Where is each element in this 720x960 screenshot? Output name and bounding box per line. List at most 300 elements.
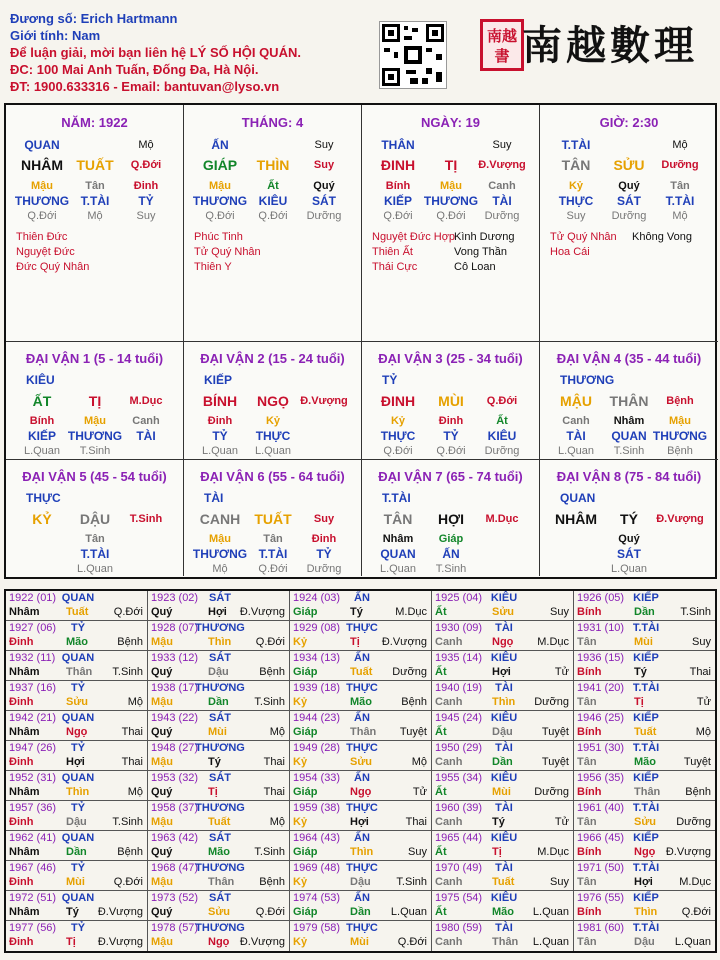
year-stem: Ất — [435, 846, 447, 858]
year-branch: Tuất — [66, 606, 89, 618]
year-label: 1940 (19) — [435, 682, 483, 694]
year-status: Đ.Vượng — [665, 846, 711, 858]
year-god: SÁT — [209, 652, 231, 664]
year-status: L.Quan — [674, 936, 711, 948]
year-branch: Dậu — [634, 936, 655, 948]
year-stem: Đinh — [9, 756, 34, 768]
hidden-stem: Quý — [618, 533, 640, 545]
year-branch: Ngọ — [208, 936, 230, 948]
year-label: 1931 (10) — [577, 622, 625, 634]
luck-title: ĐẠI VẬN 4 (35 - 44 tuổi) — [556, 351, 702, 366]
year-label: 1958 (37) — [151, 802, 199, 814]
year-label: 1935 (14) — [435, 652, 483, 664]
hidden-stem: Kỷ — [568, 180, 584, 192]
year-stem: Tân — [577, 696, 597, 708]
year-stem: Quý — [151, 666, 173, 678]
luck-god: QUAN — [560, 491, 596, 505]
year-cell — [148, 771, 290, 801]
year-god: THƯƠNG — [195, 682, 245, 694]
year-status: Đ.Vượng — [97, 906, 143, 918]
year-status: Mộ — [695, 726, 711, 738]
year-god: T.TÀI — [632, 682, 660, 694]
hidden-status: Suy — [136, 210, 156, 222]
year-branch: Tý — [66, 906, 79, 918]
star-name: Không Vong — [632, 231, 692, 243]
hidden-god: T.TÀI — [665, 194, 695, 208]
year-cell — [290, 831, 432, 861]
year-status: L.Quan — [532, 936, 569, 948]
year-stem: Mậu — [151, 876, 173, 888]
year-god: ẤN — [354, 712, 370, 724]
pillar-god: ẤN — [211, 138, 229, 152]
year-stem: Bính — [577, 906, 602, 918]
hidden-status: Bệnh — [667, 445, 693, 457]
hidden-god: TÀI — [492, 194, 512, 208]
year-stem: Bính — [577, 786, 602, 798]
year-branch: Mùi — [66, 876, 85, 888]
year-status: Thai — [263, 786, 285, 798]
year-cell — [6, 711, 148, 741]
year-status: Tử — [554, 816, 569, 828]
qr-code-icon — [379, 21, 447, 89]
hidden-status: L.Quan — [254, 445, 292, 457]
luck-branch: TUẤT — [254, 511, 292, 527]
year-label: 1959 (38) — [293, 802, 341, 814]
year-cell — [574, 741, 715, 771]
luck-stem: CANH — [199, 511, 241, 527]
pillar-stem: TÂN — [561, 157, 591, 173]
year-status: Mộ — [127, 786, 143, 798]
hidden-god: TÀI — [136, 429, 156, 443]
hidden-status: L.Quan — [379, 563, 417, 575]
hidden-stem: Quý — [313, 180, 335, 192]
star-name: Nguyệt Đức — [16, 246, 75, 258]
chart-grid — [4, 103, 717, 579]
luck-status: T.Sinh — [129, 513, 163, 525]
year-stem: Mậu — [151, 756, 173, 768]
year-cell — [432, 891, 574, 921]
year-cell — [148, 861, 290, 891]
luck-status: Q.Đới — [486, 395, 518, 407]
hidden-status: Dưỡng — [306, 563, 342, 575]
year-branch: Hợi — [350, 816, 369, 828]
hidden-status: Mộ — [212, 563, 228, 575]
year-label: 1963 (42) — [151, 832, 199, 844]
year-label: 1981 (60) — [577, 922, 625, 934]
hidden-status: Mộ — [672, 210, 688, 222]
pillar-status-top: Suy — [314, 139, 334, 151]
hidden-god: KIÊU — [487, 429, 517, 443]
year-god: T.TÀI — [632, 802, 660, 814]
year-status: Bệnh — [117, 636, 143, 648]
hidden-stem: Mậu — [209, 533, 231, 545]
luck-god: KIÊU — [26, 373, 55, 387]
hidden-god: SÁT — [617, 194, 641, 208]
luck-title: ĐẠI VẬN 7 (65 - 74 tuổi) — [378, 469, 523, 484]
year-branch: Mùi — [634, 636, 653, 648]
hidden-stem: Canh — [488, 180, 516, 192]
year-god: TÀI — [495, 622, 513, 634]
year-branch: Tý — [492, 816, 505, 828]
star-name: Thái Cực — [372, 261, 418, 273]
year-status: Q.Đới — [255, 906, 285, 918]
luck-cycle-5 — [6, 460, 184, 576]
year-stem: Canh — [435, 936, 463, 948]
year-cell — [432, 861, 574, 891]
hidden-god: TÀI — [566, 429, 586, 443]
year-god: QUAN — [61, 652, 95, 664]
hidden-god: THƯƠNG — [652, 429, 708, 443]
pillar-3 — [362, 105, 540, 342]
year-god: KIẾP — [633, 772, 659, 784]
luck-branch: DẬU — [79, 511, 111, 527]
year-god: TỶ — [70, 742, 86, 754]
year-label: 1969 (48) — [293, 862, 341, 874]
year-god: KIÊU — [490, 892, 518, 904]
year-branch: Mão — [492, 906, 514, 918]
year-label: 1942 (21) — [9, 712, 57, 724]
year-status: Tử — [696, 696, 711, 708]
year-cell — [290, 621, 432, 651]
hidden-status: Q.Đới — [258, 563, 288, 575]
luck-stem: NHÂM — [555, 511, 597, 527]
hidden-stem: Nhâm — [382, 533, 414, 545]
year-cell — [148, 681, 290, 711]
luck-status: Đ.Vượng — [300, 395, 348, 407]
year-status: Suy — [692, 636, 711, 648]
year-branch: Tý — [634, 666, 647, 678]
year-branch: Thìn — [634, 906, 658, 918]
year-label: 1951 (30) — [577, 742, 625, 754]
year-stem: Ất — [435, 666, 447, 678]
year-branch: Thân — [208, 876, 235, 888]
hidden-status: L.Quan — [557, 445, 595, 457]
year-label: 1928 (07) — [151, 622, 199, 634]
pillar-status-top: Mộ — [672, 139, 688, 151]
year-cell — [574, 771, 715, 801]
year-branch: Ngọ — [350, 786, 372, 798]
year-stem: Tân — [577, 876, 597, 888]
hidden-god: THƯƠNG — [423, 194, 479, 208]
year-branch: Mùi — [492, 786, 511, 798]
year-status: M.Dục — [537, 846, 569, 858]
hidden-god: THƯƠNG — [192, 547, 248, 561]
pillar-status: Q.Đới — [130, 159, 162, 171]
contact-note: Để luận giải, mời bạn liên hệ LÝ SỐ HỘI QUÁN. — [10, 45, 301, 60]
year-status: Mộ — [411, 756, 427, 768]
luck-god: TÀI — [204, 491, 224, 505]
hidden-stem: Đinh — [133, 180, 159, 192]
star-name: Tử Quý Nhân — [194, 246, 261, 258]
year-branch: Sửu — [208, 906, 231, 918]
hidden-stem: Tân — [85, 180, 105, 192]
hidden-status: Q.Đới — [205, 210, 235, 222]
hidden-status: L.Quan — [76, 563, 114, 575]
pillar-1 — [6, 105, 184, 342]
luck-title: ĐẠI VẬN 5 (45 - 54 tuổi) — [22, 469, 167, 484]
year-label: 1923 (02) — [151, 592, 199, 604]
year-stem: Đinh — [9, 696, 34, 708]
hidden-status: Mộ — [87, 210, 103, 222]
pillar-status: Dưỡng — [661, 159, 699, 171]
star-name: Thiên Đức — [16, 231, 68, 243]
year-branch: Thìn — [350, 846, 374, 858]
year-branch: Sửu — [634, 816, 657, 828]
hidden-stem: Bính — [385, 180, 411, 192]
year-branch: Tị — [208, 786, 218, 798]
year-status: Tử — [412, 786, 427, 798]
year-god: THỰC — [346, 682, 378, 694]
year-label: 1972 (51) — [9, 892, 57, 904]
year-branch: Tuất — [208, 816, 231, 828]
hidden-status: L.Quan — [610, 563, 648, 575]
hidden-stem: Bính — [29, 415, 55, 427]
logo-text: 南越數理 — [522, 22, 698, 69]
year-branch: Sửu — [66, 696, 89, 708]
year-cell — [148, 711, 290, 741]
luck-title: ĐẠI VẬN 2 (15 - 24 tuổi) — [200, 351, 345, 366]
year-branch: Tị — [634, 696, 644, 708]
year-god: KIÊU — [490, 832, 518, 844]
pillar-branch: TỊ — [444, 157, 458, 173]
year-cell — [432, 831, 574, 861]
hidden-status: Q.Đới — [383, 210, 413, 222]
year-god: TÀI — [495, 922, 513, 934]
year-god: T.TÀI — [632, 742, 660, 754]
luck-status: M.Dục — [485, 513, 519, 525]
year-stem: Mậu — [151, 636, 173, 648]
year-branch: Dậu — [208, 666, 229, 678]
year-status: T.Sinh — [396, 876, 427, 888]
year-god: T.TÀI — [632, 862, 660, 874]
year-branch: Hợi — [208, 606, 227, 618]
year-god: KIẾP — [633, 832, 659, 844]
year-branch: Thân — [492, 936, 519, 948]
year-god: KIẾP — [633, 892, 659, 904]
year-label: 1932 (11) — [9, 652, 56, 664]
pillar-status-top: Suy — [492, 139, 512, 151]
year-status: T.Sinh — [254, 846, 285, 858]
owner-name: Đương số: Erich Hartmann — [10, 11, 178, 26]
pillar-stem: NHÂM — [21, 157, 63, 173]
year-god: ẤN — [354, 772, 370, 784]
year-label: 1946 (25) — [577, 712, 625, 724]
year-label: 1934 (13) — [293, 652, 341, 664]
hidden-stem: Tân — [670, 180, 690, 192]
year-label: 1976 (55) — [577, 892, 625, 904]
star-name: Tử Quý Nhân — [550, 231, 617, 243]
hidden-status: T.Sinh — [79, 445, 111, 457]
year-branch: Tị — [66, 936, 76, 948]
luck-cycle-6 — [184, 460, 362, 576]
luck-god: T.TÀI — [382, 491, 411, 505]
year-label: 1930 (09) — [435, 622, 483, 634]
year-label: 1970 (49) — [435, 862, 483, 874]
hidden-stem: Mậu — [209, 180, 231, 192]
hidden-status: L.Quan — [23, 445, 61, 457]
year-cell — [574, 831, 715, 861]
gender: Giới tính: Nam — [10, 28, 101, 43]
year-label: 1968 (47) — [151, 862, 199, 874]
year-branch: Ngọ — [492, 636, 514, 648]
year-label: 1954 (33) — [293, 772, 341, 784]
year-branch: Ngọ — [66, 726, 88, 738]
luck-status: Đ.Vượng — [656, 513, 704, 525]
year-stem: Đinh — [9, 636, 34, 648]
year-cell — [6, 591, 148, 621]
luck-title: ĐẠI VẬN 1 (5 - 14 tuổi) — [25, 351, 164, 366]
year-cell — [6, 831, 148, 861]
hidden-god: TỶ — [212, 429, 228, 443]
hidden-stem: Canh — [132, 415, 160, 427]
year-god: KIẾP — [633, 592, 659, 604]
year-stem: Ất — [435, 726, 447, 738]
year-branch: Thìn — [208, 636, 232, 648]
year-cell — [574, 891, 715, 921]
year-god: THƯƠNG — [195, 622, 245, 634]
year-status: T.Sinh — [254, 696, 285, 708]
hidden-stem: Canh — [562, 415, 590, 427]
year-label: 1978 (57) — [151, 922, 199, 934]
luck-status: Bệnh — [666, 395, 694, 407]
year-stem: Canh — [435, 876, 463, 888]
luck-branch: HỢI — [438, 511, 464, 527]
year-label: 1925 (04) — [435, 592, 483, 604]
year-stem: Bính — [577, 666, 602, 678]
year-branch: Hợi — [634, 876, 653, 888]
year-cell — [574, 591, 715, 621]
hidden-god: SÁT — [617, 547, 641, 561]
hidden-stem: Ất — [496, 415, 508, 427]
year-cell — [290, 801, 432, 831]
year-stem: Kỷ — [293, 876, 308, 888]
year-cell — [432, 621, 574, 651]
year-stem: Tân — [577, 756, 597, 768]
year-cell — [6, 771, 148, 801]
year-cell — [432, 801, 574, 831]
luck-cycle-4 — [540, 342, 718, 460]
year-status: Suy — [408, 846, 427, 858]
year-status: Bệnh — [685, 786, 711, 798]
luck-god: KIẾP — [204, 373, 233, 387]
year-god: THỰC — [346, 622, 378, 634]
year-label: 1948 (27) — [151, 742, 199, 754]
year-label: 1947 (26) — [9, 742, 57, 754]
year-branch: Dậu — [66, 816, 87, 828]
year-branch: Hợi — [492, 666, 511, 678]
year-status: Dưỡng — [676, 816, 711, 828]
hidden-god: THỰC — [255, 429, 291, 443]
hidden-god: QUAN — [611, 429, 647, 443]
year-branch: Dậu — [492, 726, 513, 738]
pillar-stem: GIÁP — [202, 157, 238, 173]
hidden-status: Q.Đới — [436, 210, 466, 222]
year-label: 1924 (03) — [293, 592, 341, 604]
year-status: Dưỡng — [392, 666, 427, 678]
year-cell — [290, 771, 432, 801]
hidden-god: QUAN — [380, 547, 416, 561]
year-label: 1927 (06) — [9, 622, 57, 634]
year-god: T.TÀI — [632, 622, 660, 634]
hidden-stem: Kỷ — [390, 415, 406, 427]
year-cell — [290, 741, 432, 771]
year-stem: Mậu — [151, 696, 173, 708]
year-stem: Bính — [577, 726, 602, 738]
year-status: Q.Đới — [681, 906, 711, 918]
year-status: Bệnh — [259, 666, 285, 678]
year-cell — [432, 741, 574, 771]
year-label: 1936 (15) — [577, 652, 625, 664]
year-god: THƯƠNG — [195, 862, 245, 874]
year-branch: Dần — [350, 906, 371, 918]
year-cell — [148, 801, 290, 831]
year-god: TỶ — [70, 682, 86, 694]
year-branch: Dần — [66, 846, 87, 858]
year-status: Thai — [121, 756, 143, 768]
year-status: Bệnh — [259, 876, 285, 888]
year-status: Q.Đới — [113, 606, 143, 618]
year-branch: Mão — [66, 636, 88, 648]
year-branch: Tị — [350, 636, 360, 648]
year-label: 1943 (22) — [151, 712, 199, 724]
hidden-status: Dưỡng — [484, 210, 520, 222]
year-stem: Nhâm — [9, 786, 40, 798]
year-status: Q.Đới — [397, 936, 427, 948]
luck-branch: TÝ — [620, 511, 638, 527]
year-label: 1922 (01) — [9, 592, 57, 604]
hidden-stem: Mậu — [31, 180, 53, 192]
year-branch: Thìn — [66, 786, 90, 798]
year-stem: Ất — [435, 786, 447, 798]
year-status: Thai — [121, 726, 143, 738]
star-name: Nguyệt Đức Hợp — [372, 231, 456, 243]
year-cell — [148, 831, 290, 861]
year-label: 1980 (59) — [435, 922, 483, 934]
year-god: THƯƠNG — [195, 742, 245, 754]
year-cell — [6, 801, 148, 831]
year-label: 1956 (35) — [577, 772, 625, 784]
hidden-god: T.TÀI — [80, 194, 110, 208]
star-name: Cô Loan — [454, 261, 496, 273]
pillar-stem: ĐINH — [380, 157, 416, 173]
year-label: 1962 (41) — [9, 832, 57, 844]
year-god: THƯƠNG — [195, 802, 245, 814]
hidden-status: Suy — [566, 210, 586, 222]
year-stem: Kỷ — [293, 696, 308, 708]
hidden-stem: Mậu — [440, 180, 462, 192]
pillar-branch: SỬU — [613, 157, 645, 173]
year-stem: Quý — [151, 906, 173, 918]
hidden-god: KIẾP — [383, 194, 413, 208]
luck-branch: MÙI — [438, 393, 464, 409]
year-branch: Tuất — [492, 876, 515, 888]
hidden-status: Q.Đới — [27, 210, 57, 222]
hidden-stem: Giáp — [438, 533, 464, 545]
year-stem: Giáp — [293, 726, 318, 738]
year-stem: Nhâm — [9, 606, 40, 618]
year-cell — [6, 921, 148, 951]
luck-god: THƯƠNG — [560, 373, 615, 387]
pillar-branch: TUẤT — [76, 157, 114, 173]
hidden-god: THƯƠNG — [192, 194, 248, 208]
year-label: 1937 (16) — [9, 682, 57, 694]
year-god: QUAN — [61, 712, 95, 724]
year-stem: Nhâm — [9, 726, 40, 738]
year-cell — [6, 681, 148, 711]
year-stem: Canh — [435, 816, 463, 828]
year-branch: Tị — [492, 846, 502, 858]
year-god: SÁT — [209, 712, 231, 724]
